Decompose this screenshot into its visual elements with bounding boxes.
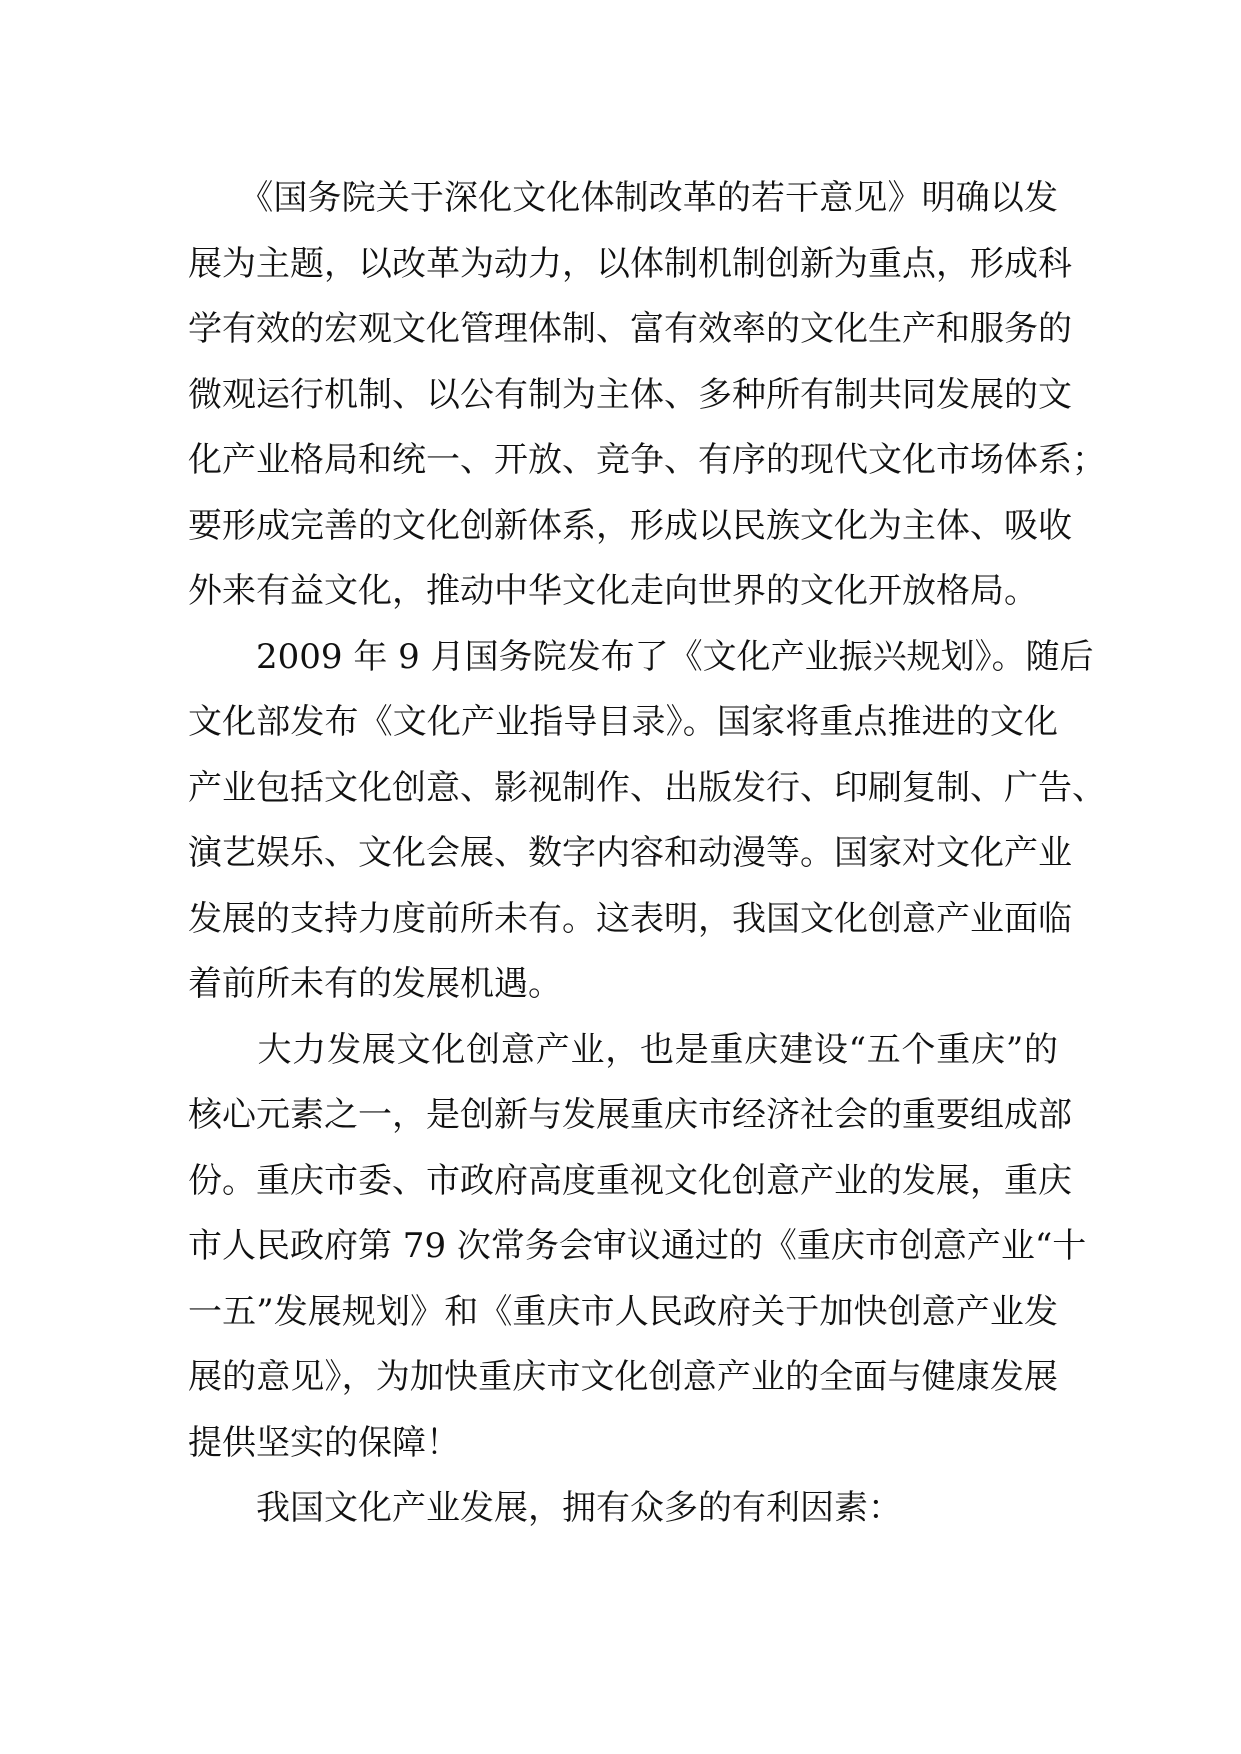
text-line: 提供坚实的保障！ [188, 1422, 460, 1463]
text-line: 发展的支持力度前所未有。这表明，我国文化创意产业面临 [188, 898, 1072, 939]
text-line: 着前所未有的发展机遇。 [188, 964, 562, 1004]
text-line: 学有效的宏观文化管理体制、富有效率的文化生产和服务的 [188, 309, 1072, 349]
text-line: 文化部发布《文化产业指导目录》。国家将重点推进的文化 [188, 702, 1058, 742]
text-line: 《国务院关于深化文化体制改革的若干意见》明确以发 [188, 178, 1058, 218]
paragraph-4 [188, 1476, 1058, 1542]
text-line: 展的意见》，为加快重庆市文化创意产业的全面与健康发展 [188, 1357, 1058, 1397]
text-line: 微观运行机制、以公有制为主体、多种所有制共同发展的文 [188, 374, 1072, 415]
paragraph-3 [188, 1018, 1087, 1477]
document-body [188, 166, 1106, 1542]
text-line: 一五”发展规划》和《重庆市人民政府关于加快创意产业发 [188, 1291, 1058, 1332]
text-line: 产业包括文化创意、影视制作、出版发行、印刷复制、广告、 [188, 767, 1106, 808]
text-line: 展为主题，以改革为动力，以体制机制创新为重点，形成科 [188, 243, 1072, 284]
text-line: 要形成完善的文化创新体系，形成以民族文化为主体、吸收 [188, 505, 1072, 546]
text-line: 外来有益文化，推动中华文化走向世界的文化开放格局。 [188, 571, 1038, 611]
text-line: 演艺娱乐、文化会展、数字内容和动漫等。国家对文化产业 [188, 833, 1072, 873]
text-line: 我国文化产业发展，拥有众多的有利因素： [188, 1488, 902, 1528]
text-line: 核心元素之一，是创新与发展重庆市经济社会的重要组成部 [188, 1095, 1072, 1135]
paragraph-1 [188, 166, 1106, 625]
paragraph-2 [188, 625, 1106, 1018]
text-line: 市人民政府第 79 次常务会审议通过的《重庆市创意产业“十 [188, 1226, 1087, 1266]
text-line: 化产业格局和统一、开放、竞争、有序的现代文化市场体系； [188, 440, 1106, 480]
text-line: 2009 年 9 月国务院发布了《文化产业振兴规划》。随后 [188, 636, 1094, 677]
text-line: 份。重庆市委、市政府高度重视文化创意产业的发展，重庆 [188, 1160, 1072, 1201]
text-line: 大力发展文化创意产业，也是重庆建设“五个重庆”的 [188, 1029, 1058, 1070]
